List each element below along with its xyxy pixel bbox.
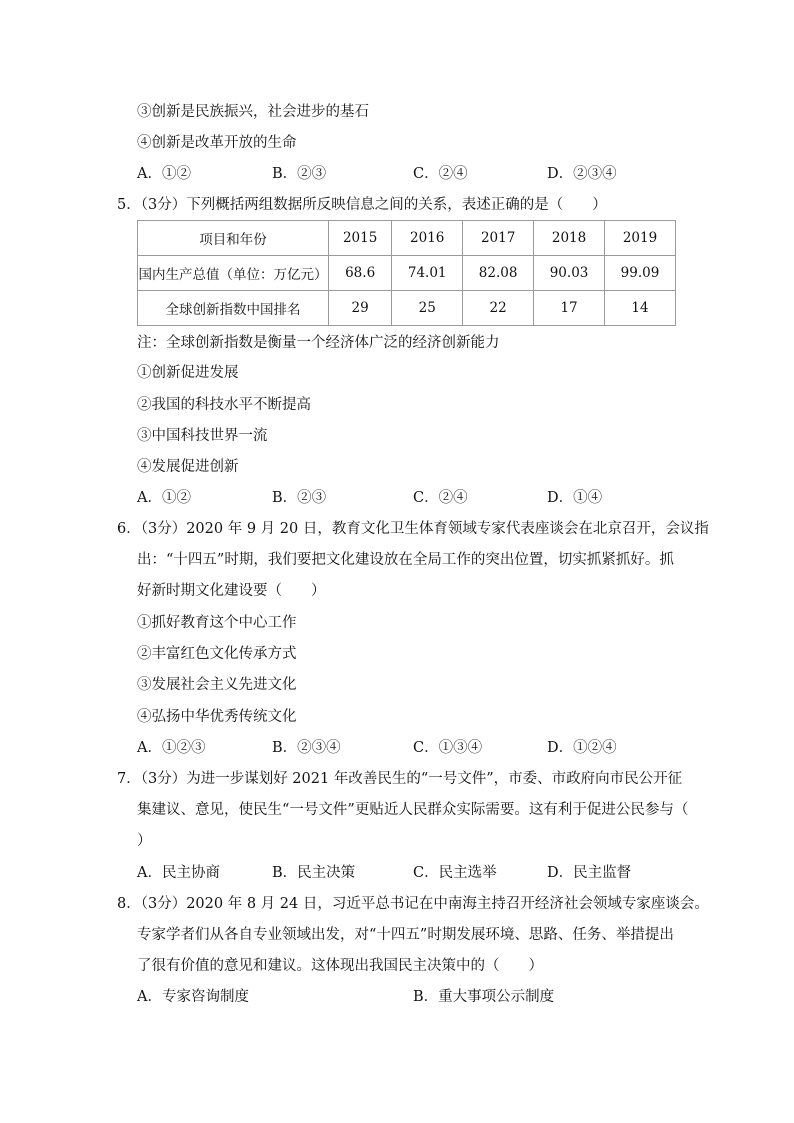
- q6-item-3: ③发展社会主义先进文化: [137, 677, 297, 693]
- table-header-cell: 2019: [605, 221, 676, 256]
- table-cell: 29: [329, 291, 392, 326]
- q5-option-a[interactable]: A．①②: [137, 490, 191, 506]
- q7-option-c[interactable]: C．民主选举: [413, 865, 497, 881]
- q6-stem-line: 出：“十四五”时期，我们要把文化建设放在全局工作的突出位置，切实抓紧抓好。抓: [137, 552, 674, 568]
- table-cell: 25: [392, 291, 463, 326]
- table-cell: 22: [463, 291, 534, 326]
- q5-option-d[interactable]: D．①④: [547, 490, 603, 506]
- table-cell: 17: [534, 291, 605, 326]
- q4-option-d[interactable]: D．②③④: [547, 166, 617, 182]
- q4-option-c[interactable]: C．②④: [413, 166, 468, 182]
- q8-stem-line: 专家学者们从各自专业领域出发，对“十四五”时期发展环境、思路、任务、举措提出: [137, 927, 674, 943]
- q6-option-b[interactable]: B．②③④: [272, 740, 341, 756]
- q4-option-a[interactable]: A．①②: [137, 166, 191, 182]
- q6-stem-line: 好新时期文化建设要（ ）: [137, 583, 326, 599]
- q8-option-a[interactable]: A．专家咨询制度: [137, 989, 249, 1005]
- table-cell: 全球创新指数中国排名: [138, 291, 329, 326]
- table-cell: 国内生产总值（单位：万亿元）: [138, 256, 329, 291]
- q6-item-2: ②丰富红色文化传承方式: [137, 646, 297, 662]
- table-cell: 90.03: [534, 256, 605, 291]
- table-header-cell: 项目和年份: [138, 221, 329, 256]
- table-row: [138, 256, 676, 291]
- q6-item-1: ①抓好教育这个中心工作: [137, 615, 297, 631]
- q4-item-4: ④创新是改革开放的生命: [137, 135, 297, 151]
- q5-option-b[interactable]: B．②③: [272, 490, 327, 506]
- table-cell: 82.08: [463, 256, 534, 291]
- q6-option-d[interactable]: D．①②④: [547, 740, 617, 756]
- table-header-cell: 2018: [534, 221, 605, 256]
- q7-option-a[interactable]: A．民主协商: [137, 865, 220, 881]
- table-cell: 14: [605, 291, 676, 326]
- q5-data-table: [137, 220, 676, 326]
- q5-note: 注：全球创新指数是衡量一个经济体广泛的经济创新能力: [137, 335, 500, 351]
- q6-option-c[interactable]: C．①③④: [413, 740, 483, 756]
- q7-stem-line: 7．（3分）为进一步谋划好 2021 年改善民生的“一号文件”，市委、市政府向市民公开征: [117, 771, 683, 787]
- q6-item-4: ④弘扬中华优秀传统文化: [137, 709, 297, 725]
- q5-stem: 5．（3分）下列概括两组数据所反映信息之间的关系，表述正确的是（ ）: [117, 197, 607, 213]
- table-row: [138, 291, 676, 326]
- q8-option-b[interactable]: B．重大事项公示制度: [413, 989, 555, 1005]
- table-cell: 99.09: [605, 256, 676, 291]
- q7-option-d[interactable]: D．民主监督: [547, 865, 632, 881]
- q8-stem-line: 了很有价值的意见和建议。这体现出我国民主决策中的（ ）: [137, 958, 543, 974]
- table-header-cell: 2017: [463, 221, 534, 256]
- q7-option-b[interactable]: B．民主决策: [272, 865, 356, 881]
- table-header-row: [138, 221, 676, 256]
- q6-option-a[interactable]: A．①②③: [137, 740, 206, 756]
- table-header-cell: 2016: [392, 221, 463, 256]
- q8-stem-line: 8．（3分）2020 年 8 月 24 日，习近平总书记在中南海主持召开经济社会领域专家座谈会。: [117, 896, 709, 912]
- q5-item-4: ④发展促进创新: [137, 459, 239, 475]
- table-header-cell: 2015: [329, 221, 392, 256]
- q5-item-3: ③中国科技世界一流: [137, 428, 268, 444]
- q4-option-b[interactable]: B．②③: [272, 166, 327, 182]
- q6-stem-line: 6．（3分）2020 年 9 月 20 日，教育文化卫生体育领域专家代表座谈会在北京召开，会议指: [117, 521, 709, 537]
- q5-item-2: ②我国的科技水平不断提高: [137, 397, 311, 413]
- table-cell: 68.6: [329, 256, 392, 291]
- q5-item-1: ①创新促进发展: [137, 365, 239, 381]
- q4-item-3: ③创新是民族振兴，社会进步的基石: [137, 104, 369, 120]
- q7-stem-line: 集建议、意见，使民生“一号文件”更贴近人民群众实际需要。这有利于促进公民参与（: [137, 802, 689, 818]
- q5-option-c[interactable]: C．②④: [413, 490, 468, 506]
- table-cell: 74.01: [392, 256, 463, 291]
- q7-stem-line: ）: [137, 833, 152, 849]
